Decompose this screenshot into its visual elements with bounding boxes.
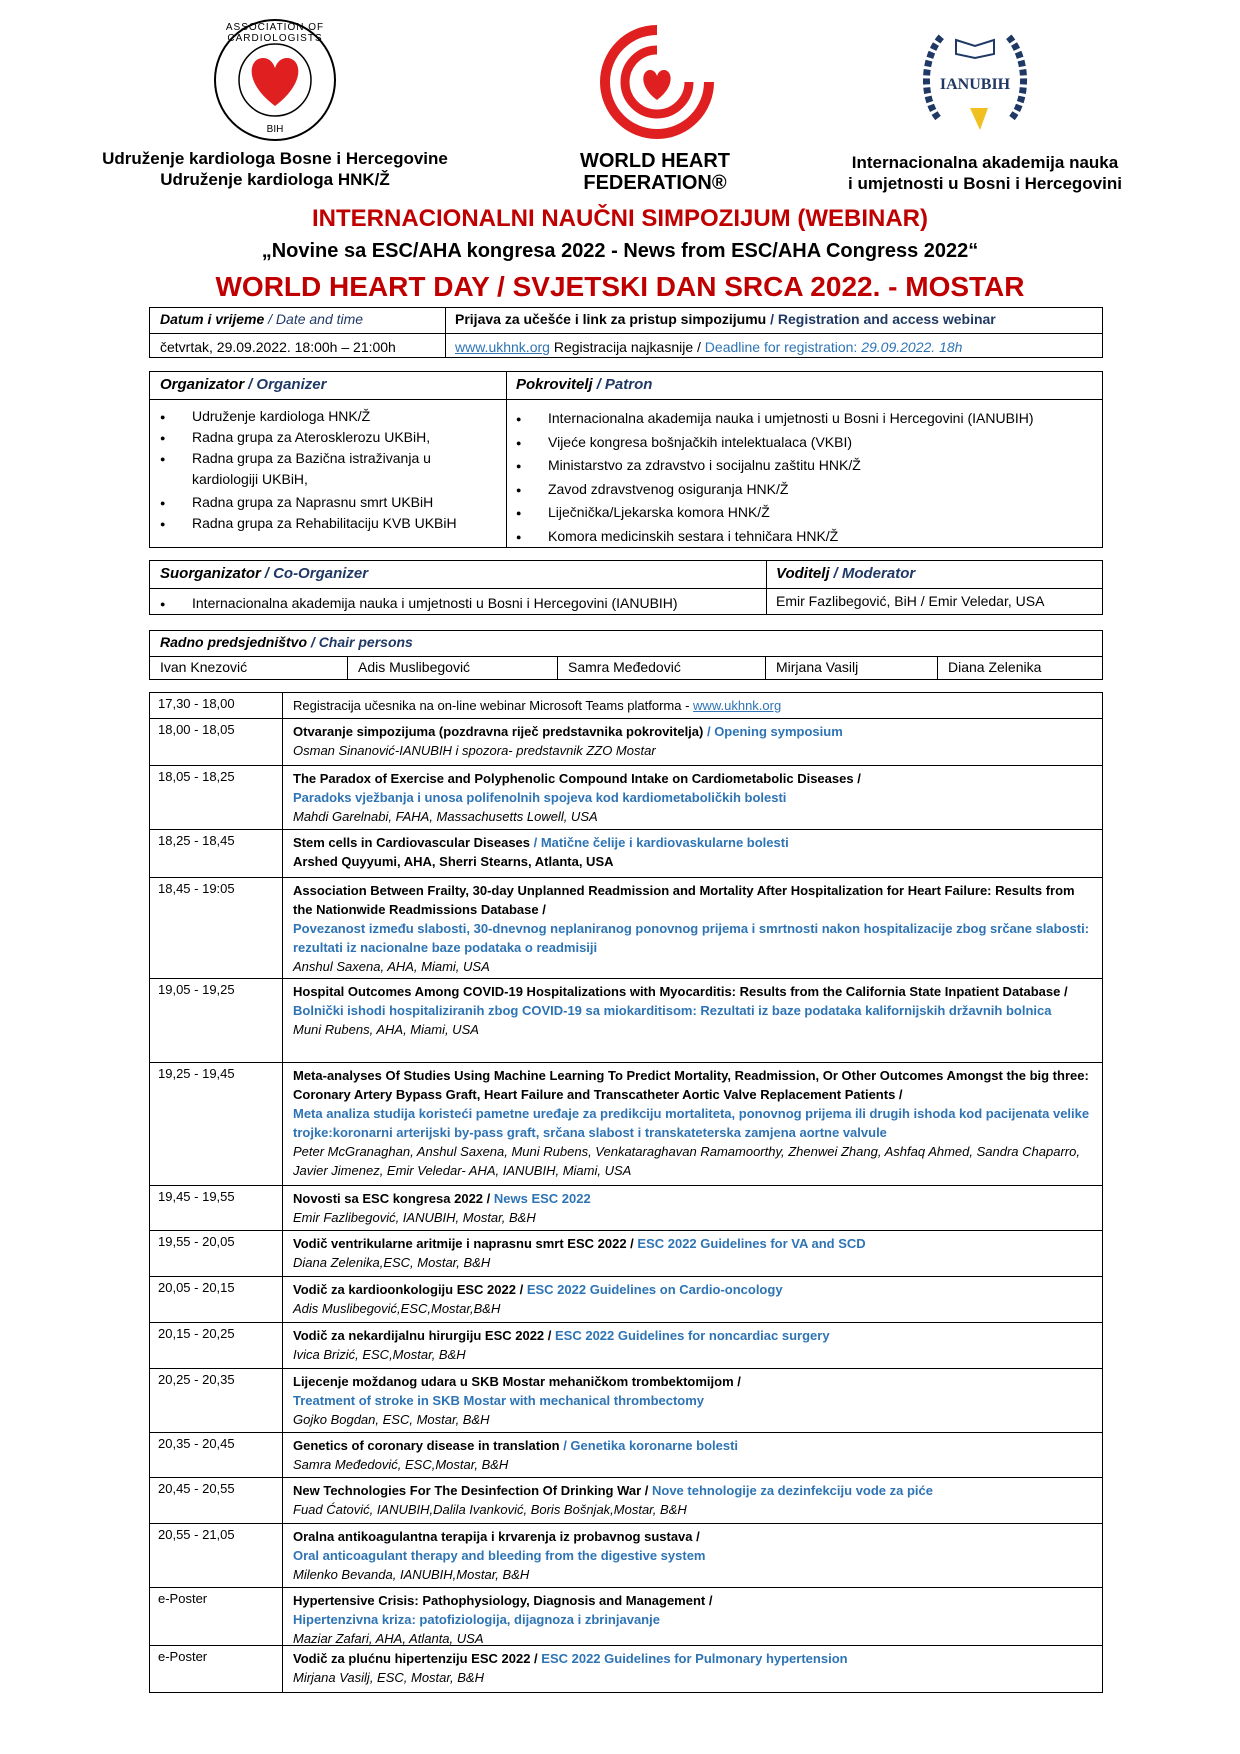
table-row: 18,25 - 18,45 Stem cells in Cardiovascular Diseases / Matične čelije i kardiovaskularne bolesti Arshed Quyyumi, AHA, Sherri Stearns, Atlanta, USA: [150, 830, 1102, 878]
chair-person: Samra Međedović: [558, 656, 766, 680]
event-title: WORLD HEART DAY / SVJETSKI DAN SRCA 2022. - MOSTAR: [215, 271, 1025, 302]
list-item: ● Radna grupa za Bazična istraživanja u kardiologiji UKBiH,: [154, 448, 499, 490]
table-row: 18,05 - 18,25 The Paradox of Exercise and Polyphenolic Compound Intake on Cardiometabolic Diseases / Paradoks vježbanja i unosa polifenolnih spojeva kod kardiometaboličkih bolesti Mahdi Garelnabi, FAHA, Massachusetts Lowell, USA: [150, 766, 1102, 830]
symposium-subtitle: „Novine sa ESC/AHA kongresa 2022 - News from ESC/AHA Congress 2022“: [261, 240, 979, 262]
table-row: 20,35 - 20,45 Genetics of coronary disease in translation / Genetika koronarne bolesti Samra Međedović, ESC,Mostar, B&H: [150, 1433, 1102, 1478]
list-item: ● Udruženje kardiologa HNK/Ž: [154, 406, 499, 427]
table-row: 20,45 - 20,55 New Technologies For The Desinfection Of Drinking War / Nove tehnologije za dezinfekciju vode za piće Fuad Ćatović, IANUBIH,Dalila Ivanković, Boris Bošnjak,Mostar, B&H: [150, 1478, 1102, 1524]
organizer-header: Organizator / Organizer: [160, 376, 327, 393]
chair-person: Diana Zelenika: [948, 659, 1042, 675]
right-org-name: Internacionalna akademija nauka i umjetnosti u Bosni i Hercegovini: [848, 153, 1122, 193]
table-row: 19,05 - 19,25 Hospital Outcomes Among COVID-19 Hospitalizations with Myocarditis: Results from the California State Inpatient Database / Bolnički ishodi hospitaliziranih zbog COVID-19 sa miokarditisom: Rezultati iz baze podataka kalifornijskih državnih bolnica Muni Rubens, AHA, Miami, USA: [150, 979, 1102, 1063]
list-item: ● Komora medicinskih sestara i tehničara HNK/Ž: [510, 525, 1100, 549]
world-heart-federation-logo: [592, 18, 722, 146]
list-item: ● Vijeće kongresa bošnjačkih intelektualaca (VKBI): [510, 431, 1100, 455]
cardiologists-association-logo: [213, 18, 337, 142]
center-org-name: WORLD HEART FEDERATION®: [580, 150, 730, 194]
coorganizer-moderator-box: [149, 560, 1103, 615]
chair-person: Mirjana Vasilj: [766, 656, 938, 680]
list-item: ● Ministarstvo za zdravstvo i socijalnu zaštitu HNK/Ž: [510, 454, 1100, 478]
list-item: ● Liječnička/Ljekarska komora HNK/Ž: [510, 501, 1100, 525]
chair-person: Adis Muslibegović: [348, 656, 558, 680]
moderator-value: Emir Fazlibegović, BiH / Emir Veledar, USA: [776, 593, 1045, 609]
table-row: 18,00 - 18,05 Otvaranje simpozijuma (pozdravna riječ predstavnika pokrovitelja) / Opening symposium Osman Sinanović-IANUBIH i spozora- predstavnik ZZO Mostar: [150, 719, 1102, 766]
patron-list: [510, 407, 1100, 548]
ianubih-logo: [918, 18, 1032, 140]
table-row: e-Poster Vodič za plućnu hipertenziju ESC 2022 / ESC 2022 Guidelines for Pulmonary hypertension Mirjana Vasilj, ESC, Mostar, B&H: [150, 1646, 1102, 1692]
info-box: [149, 307, 1103, 358]
table-row: 20,05 - 20,15 Vodič za kardioonkologiju ESC 2022 / ESC 2022 Guidelines on Cardio-oncology Adis Muslibegović,ESC,Mostar,B&H: [150, 1277, 1102, 1323]
program-table: [149, 692, 1103, 1693]
date-value: četvrtak, 29.09.2022. 18:00h – 21:00h: [160, 339, 396, 355]
registration-link[interactable]: www.ukhnk.org: [455, 339, 550, 355]
list-item: ● Radna grupa za Naprasnu smrt UKBiH: [154, 492, 499, 513]
patron-header: Pokrovitelj / Patron: [516, 376, 653, 393]
table-row: e-Poster Hypertensive Crisis: Pathophysiology, Diagnosis and Management / Hipertenzivna kriza: patofiziologija, dijagnoza i zbrinjavanje Maziar Zafari, AHA, Atlanta, USA: [150, 1588, 1102, 1646]
organizer-patron-box: [149, 371, 1103, 548]
chair-person: Ivan Knezović: [150, 656, 348, 680]
ianubih-logo-text: IANUBIH: [939, 76, 1011, 93]
table-row: 20,15 - 20,25 Vodič za nekardijalnu hirurgiju ESC 2022 / ESC 2022 Guidelines for noncardiac surgery Ivica Brizić, ESC,Mostar, B&H: [150, 1323, 1102, 1369]
registration-info: www.ukhnk.org Registracija najkasnije / Deadline for registration: 29.09.2022. 18h: [455, 339, 963, 355]
chair-persons-box: [149, 630, 1103, 680]
list-item: ● Internacionalna akademija nauka i umjetnosti u Bosni i Hercegovini (IANUBIH): [154, 593, 764, 614]
date-label: Datum i vrijeme / Date and time: [160, 311, 364, 327]
chairs-row: [150, 656, 1104, 680]
program-time: 17,30 - 18,00: [150, 693, 283, 718]
table-row: 17,30 - 18,00 Registracija učesnika na on-line webinar Microsoft Teams platforma - www.ukhnk.org: [150, 693, 1102, 719]
moderator-header: Voditelj / Moderator: [776, 565, 916, 582]
table-row: 20,55 - 21,05 Oralna antikoagulantna terapija i krvarenja iz probavnog sustava / Oral anticoagulant therapy and bleeding from the digestive system Milenko Bevanda, IANUBIH,Mostar, B&H: [150, 1524, 1102, 1588]
table-row: 19,55 - 20,05 Vodič ventrikularne aritmije i naprasnu smrt ESC 2022 / ESC 2022 Guidelines for VA and SCD Diana Zelenika,ESC, Mostar, B&H: [150, 1231, 1102, 1277]
table-row: 18,45 - 19:05 Association Between Frailty, 30-day Unplanned Readmission and Mortality After Hospitalization for Heart Failure: Results from the Nationwide Readmissions Database / Povezanost između slabosti, 30-dnevnog neplaniranog ponovnog prijema i smrtnosti nakon hospitalizacije zbog srčane slabosti: rezultati iz nacionalne baze podataka o readmisiji Anshul Saxena, AHA, Miami, USA: [150, 878, 1102, 979]
logo-ring-sub: BIH: [266, 124, 284, 135]
logo-ring-text: ASSOCIATION OF CARDIOLOGISTS: [225, 22, 325, 44]
registration-link[interactable]: www.ukhnk.org: [693, 698, 782, 713]
coorganizer-header: Suorganizator / Co-Organizer: [160, 565, 369, 582]
registration-label: Prijava za učešće i link za pristup simpozijumu / Registration and access webinar: [455, 311, 996, 327]
coorganizer-list: [154, 593, 764, 614]
left-org-name: Udruženje kardiologa Bosne i Hercegovine Udruženje kardiologa HNK/Ž: [102, 149, 448, 189]
table-row: 19,45 - 19,55 Novosti sa ESC kongresa 2022 / News ESC 2022 Emir Fazlibegović, IANUBIH, Mostar, B&H: [150, 1186, 1102, 1231]
table-row: 19,25 - 19,45 Meta-analyses Of Studies Using Machine Learning To Predict Mortality, Readmission, Or Other Outcomes Amongst the big three: Coronary Artery Bypass Graft, Heart Failure and Transcatheter Aortic Valve Replacement Patients / Meta analiza studija koristeći pametne uređaje za predikciju mortaliteta, ponovnog prijema ili drugih ishoda kod pacijenata velike trojke:koronarni arterijski by-pass graft, srčana slabost i transkateterska zamjena aortne valvule Peter McGranaghan, Anshul Saxena, Muni Rubens, Venkataraghavan Ramamoorthy, Zhenwei Zhang, Ashfaq Ahmed, Sandra Chaparro, Javier Jimenez, Emir Veledar- AHA, IANUBIH, Miami, USA: [150, 1063, 1102, 1186]
organizer-list: [154, 406, 499, 534]
list-item: ● Radna grupa za Aterosklerozu UKBiH,: [154, 427, 499, 448]
list-item: ● Zavod zdravstvenog osiguranja HNK/Ž: [510, 478, 1100, 502]
chairs-header: Radno predsjedništvo / Chair persons: [160, 634, 413, 650]
table-row: 20,25 - 20,35 Lijecenje moždanog udara u SKB Mostar mehaničkom trombektomijom / Treatment of stroke in SKB Mostar with mechanical thrombectomy Gojko Bogdan, ESC, Mostar, B&H: [150, 1369, 1102, 1433]
list-item: ● Internacionalna akademija nauka i umjetnosti u Bosni i Hercegovini (IANUBIH): [510, 407, 1100, 431]
symposium-title: INTERNACIONALNI NAUČNI SIMPOZIJUM (WEBINAR): [312, 205, 928, 232]
list-item: ● Radna grupa za Rehabilitaciju KVB UKBiH: [154, 513, 499, 534]
